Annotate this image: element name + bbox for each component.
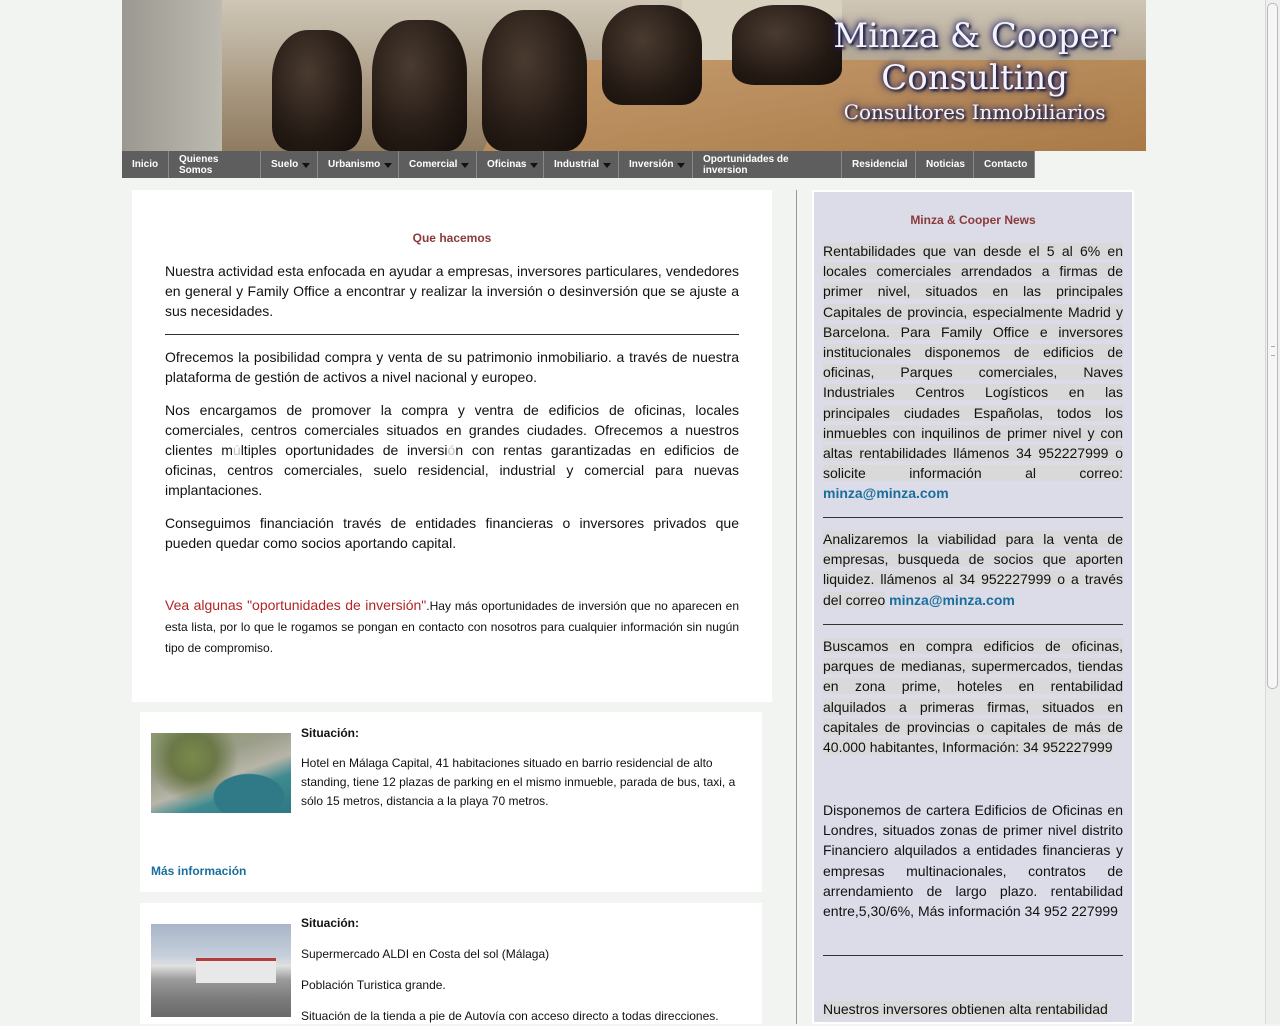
banner-chair [732, 5, 842, 85]
paragraph-text: n con rentas garantizadas en edificios de oficinas, centros comerciales, suelo residencial, industrial y comercial para nuevas implantaciones. [165, 442, 739, 498]
section-title: Que hacemos [412, 231, 492, 245]
listing-description: Hotel en Málaga Capital, 41 habitaciones situado en barrio residencial de alto standing, tiene 12 plazas de parking en el mismo inmueble, parada de bus, taxi, a sólo 15 metros, distancia a la playa 70 metros. [301, 756, 736, 808]
column-divider [796, 190, 797, 1024]
logo-line-2: Consulting [881, 58, 1069, 98]
news-item [823, 636, 1123, 757]
intro-paragraph: Nuestra actividad esta enfocada en ayudar a empresas, inversores particulares, vendedores en general y Family Office a encontrar y realizar la inversión o desinversión que se ajuste a sus necesidades. [165, 263, 739, 319]
dropdown-arrow-icon [302, 163, 307, 171]
news-item [823, 529, 1123, 610]
paragraph-text: ltiples oportunidades de inversi [240, 442, 448, 458]
paragraph-text: ó [447, 442, 456, 458]
nav-item-oportunidades[interactable] [693, 151, 842, 178]
site-logo[interactable] [833, 16, 1116, 124]
news-text: Rentabilidades que van desde el 5 al 6% en locales comerciales arrendados a firmas de primer nivel, situados en las principales Capitales de provincia, especialmente Madrid y Barcelona. Para Family Office e inversores institucionales disponemos de edificios de oficinas, Parques comerciales, Naves Industriales Centros Logísticos en las principales ciudades Españolas, todos los inmuebles con inquilinos de primer nivel y con altas rentabilidades llámenos 34 952227999 o solicite información al correo: [823, 243, 1123, 482]
nav-item-oficinas[interactable] [477, 151, 544, 178]
nav-item-label: Oficinas [487, 159, 527, 170]
nav-item-label: Industrial [554, 159, 600, 170]
nav-item-inversion[interactable] [619, 151, 693, 178]
banner-wall [122, 0, 222, 151]
listing-description: Población Turistica grande. [301, 978, 446, 992]
listing-thumbnail[interactable] [151, 733, 291, 813]
nav-item-suelo[interactable] [261, 151, 318, 178]
news-text: Nuestros inversores obtienen alta rentabilidad [823, 1001, 1108, 1017]
divider-line [165, 334, 739, 335]
email-link[interactable]: minza@minza.com [823, 485, 949, 502]
nav-item-noticias[interactable] [916, 151, 974, 178]
opportunities-note [165, 595, 739, 659]
dropdown-arrow-icon [461, 163, 466, 171]
dropdown-arrow-icon [384, 163, 388, 171]
dropdown-arrow-icon [530, 163, 533, 171]
nav-item-residencial[interactable] [842, 151, 916, 178]
news-text: Buscamos en compra edificios de oficinas, parques de medianas, supermercados, tiendas en zona prime, hoteles en rentabilidad alquilados a primeras firmas, situados en capitales de provincias o capitales de más de 40.000 habitantes, Información: 34 952227999 [823, 638, 1123, 756]
paragraph-patrimonio: Ofrecemos la posibilidad compra y venta de su patrimonio inmobiliario. a través de nuestra plataforma de gestión de activos a nivel nacional y europeo. [165, 349, 739, 385]
logo-line-1: Minza & Cooper [833, 16, 1116, 56]
dropdown-arrow-icon [677, 163, 682, 171]
news-divider [823, 517, 1123, 518]
more-info-link[interactable]: Más información [151, 864, 247, 878]
paragraph-text: ú [232, 442, 241, 458]
news-divider [823, 955, 1123, 956]
listing-card [140, 903, 762, 1024]
nav-item-label: Contacto [984, 159, 1028, 170]
nav-item-label: Inicio [132, 159, 159, 170]
main-nav [122, 151, 1035, 178]
news-item [823, 241, 1123, 504]
listing-description: Situación de la tienda a pie de Autovía con acceso directo a todas direcciones. [301, 1009, 719, 1023]
paragraph-promover [165, 400, 739, 500]
nav-item-comercial[interactable] [399, 151, 477, 178]
email-link[interactable]: minza@minza.com [889, 591, 1015, 608]
nav-item-label: Comercial [409, 159, 458, 170]
main-content [132, 190, 772, 702]
news-item [823, 999, 1123, 1019]
page-scrollbar[interactable] [1265, 0, 1280, 1024]
nav-item-inicio[interactable] [122, 151, 169, 178]
nav-item-label: Oportunidades de inversion [703, 153, 789, 176]
listing-thumbnail[interactable] [151, 924, 291, 1017]
banner-chair [482, 10, 587, 151]
listing-description: Supermercado ALDI en Costa del sol (Málaga) [301, 947, 550, 961]
nav-item-urbanismo[interactable] [318, 151, 399, 178]
news-title: Minza & Cooper News [910, 213, 1036, 227]
listing-situacion-label: Situación: [301, 726, 360, 740]
nav-item-quienes-somos[interactable] [169, 151, 261, 178]
scrollbar-grip-icon [1271, 346, 1275, 356]
nav-item-industrial[interactable] [544, 151, 619, 178]
news-divider [823, 624, 1123, 625]
banner-chair [372, 20, 467, 151]
banner-chair [602, 5, 702, 105]
news-text: Disponemos de cartera Edificios de Oficinas en Londres, situados zonas de primer nivel distrito Financiero alquilados a entidades financieras y empresas multinacionales, contratos de arrendamiento de largo plazo. rentabilidad entre,5,30/6%, Más información 34 952 227999 [823, 802, 1123, 920]
opportunities-note-text: .Hay más oportunidades de inversión que no aparecen en esta lista, por lo que le rogamos se pongan en contacto con nosotros para cualquier información sin nugún tipo de compromiso. [165, 599, 740, 655]
nav-item-contacto[interactable] [974, 151, 1035, 178]
listing-situacion-label: Situación: [301, 916, 360, 930]
news-item [823, 800, 1123, 921]
nav-item-label: Urbanismo [328, 159, 381, 170]
dropdown-arrow-icon [603, 163, 608, 171]
news-text: Analizaremos la viabilidad para la venta de empresas, busqueda de socios que aporten liquidez. llámenos al 34 952227999 o a través del correo [823, 531, 1123, 608]
logo-line-3: Consultores Inmobiliarios [843, 100, 1106, 124]
news-sidebar [812, 190, 1134, 1024]
listing-card [140, 712, 762, 892]
banner-chair [272, 30, 362, 151]
nav-item-label: Inversión [629, 159, 674, 170]
nav-item-label: Quienes Somos [179, 153, 219, 176]
opportunities-link[interactable]: Vea algunas "oportunidades de inversión" [165, 597, 427, 613]
paragraph-text: Nos encargamos de promover la compra y ventra de edificios de oficinas, locales comerciales, centros comerciales situados en grandes ciudades. Ofrecemos a nuestros clientes m [165, 402, 739, 458]
nav-item-label: Noticias [926, 159, 965, 170]
nav-item-label: Residencial [852, 159, 908, 170]
nav-item-label: Suelo [271, 159, 299, 170]
paragraph-financiacion: Conseguimos financiación través de entidades financieras o inversores privados que pueden quedar como socios aportando capital. [165, 515, 739, 551]
header-banner [122, 0, 1146, 151]
